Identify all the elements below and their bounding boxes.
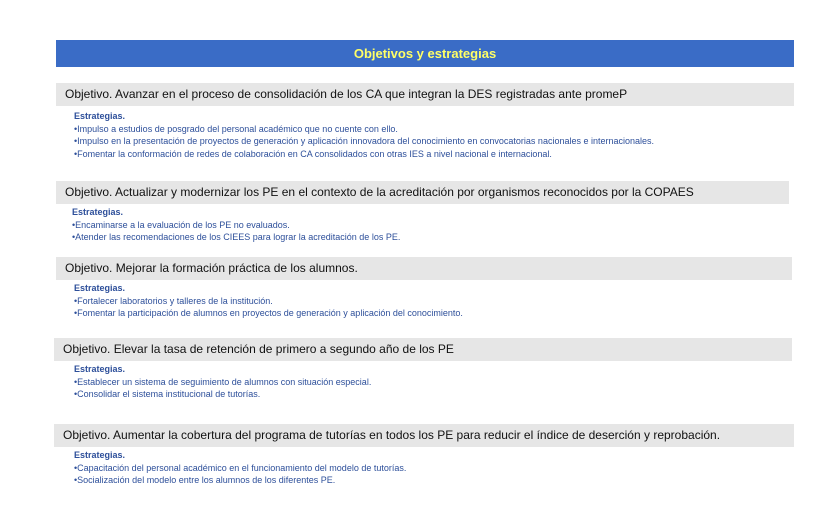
- strategy-item: •Socialización del modelo entre los alumnos de los diferentes PE.: [74, 475, 336, 485]
- page-title: Objetivos y estrategias: [56, 40, 794, 67]
- objective-2: Objetivo. Actualizar y modernizar los PE en el contexto de la acreditación por organismos reconocidos por la COPAES: [56, 181, 789, 204]
- strategy-item: •Impulso en la presentación de proyectos de generación y aplicación innovadora del conocimiento en convocatorias nacionales e internacionales.: [74, 136, 655, 146]
- strategy-item: •Atender las recomendaciones de los CIEES para lograr la acreditación de los PE.: [72, 232, 401, 242]
- strategies-4: [74, 363, 371, 401]
- strategy-item: •Encaminarse a la evaluación de los PE no evaluados.: [72, 219, 290, 230]
- strategy-item: •Consolidar el sistema institucional de tutorías.: [74, 389, 261, 399]
- objective-4: Objetivo. Elevar la tasa de retención de primero a segundo año de los PE: [54, 338, 792, 361]
- strategies-2: [72, 206, 400, 244]
- strategy-item: •Fomentar la participación de alumnos en proyectos de generación y aplicación del conocimiento.: [74, 308, 463, 318]
- strategies-label: Estrategias.: [72, 207, 124, 217]
- strategies-1: [74, 110, 654, 160]
- strategies-label: Estrategias.: [74, 364, 126, 374]
- objective-5: Objetivo. Aumentar la cobertura del programa de tutorías en todos los PE para reducir el índice de deserción y reprobación.: [54, 424, 794, 447]
- strategy-item: •Establecer un sistema de seguimiento de alumnos con situación especial.: [74, 376, 372, 387]
- strategies-label: Estrategias.: [74, 450, 126, 460]
- strategy-item: •Impulso a estudios de posgrado del personal académico que no cuente con ello.: [74, 123, 398, 134]
- strategies-label: Estrategias.: [74, 283, 126, 293]
- objective-1: Objetivo. Avanzar en el proceso de consolidación de los CA que integran la DES registradas ante promeP: [56, 83, 794, 106]
- strategy-item: •Capacitación del personal académico en el funcionamiento del modelo de tutorías.: [74, 462, 407, 473]
- strategies-3: [74, 282, 463, 320]
- strategy-item: •Fortalecer laboratorios y talleres de la institución.: [74, 295, 273, 306]
- objective-3: Objetivo. Mejorar la formación práctica de los alumnos.: [56, 257, 792, 280]
- strategy-item: •Fomentar la conformación de redes de colaboración en CA consolidados con otras IES a nivel nacional e internacional.: [74, 148, 552, 159]
- strategies-label: Estrategias.: [74, 111, 126, 121]
- strategies-5: [74, 449, 406, 487]
